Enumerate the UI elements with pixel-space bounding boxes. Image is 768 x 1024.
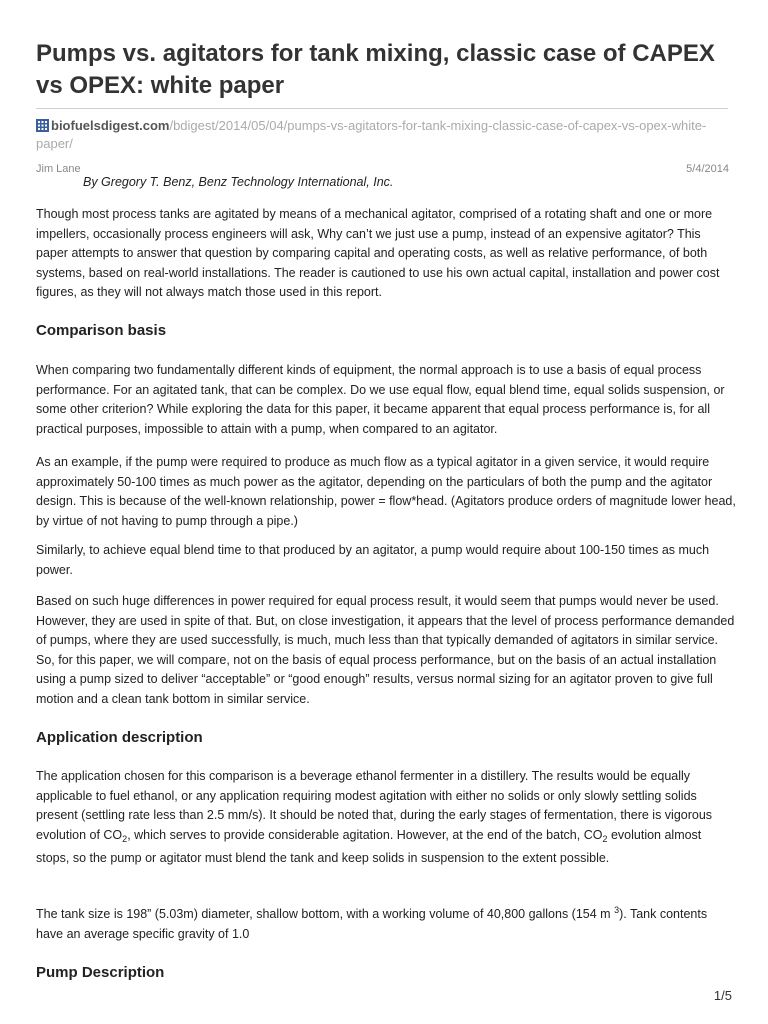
co2-subscript: 2 <box>602 833 608 844</box>
article-title: Pumps vs. agitators for tank mixing, classic case of CAPEX vs OPEX: white paper <box>36 40 715 99</box>
paragraph-comparison-3: Similarly, to achieve equal blend time to that produced by an agitator, a pump would require about 100-150 times as much power. <box>36 543 710 577</box>
paragraph-comparison-1: When comparing two fundamentally different kinds of equipment, the normal approach is to use a basis of equal process performance. For an agitated tank, that can be complex. Do we use equal flow, equal blend time, equal solids suspension, or some other criterion? While exploring the data for this paper, it became apparent that equal process performance is, for all practical purposes, impossible to attain with a pump, when compared to an agitator. <box>36 363 725 436</box>
title-divider <box>36 108 728 109</box>
heading-application: Application description <box>36 729 203 746</box>
paragraph-intro: Though most process tanks are agitated by means of a mechanical agitator, comprised of a rotating shaft and one or more impellers, occasionally process engineers will ask, Why can’t we just use a pump, instead of an expensive agitator? This paper attempts to answer that question by comparing capital and operating costs, as well as relative performance, of both systems, based on real-world installations. The reader is cautioned to use his own actual capital, installation and power cost figures, as they will not always match those used in this report. <box>36 207 720 299</box>
paragraph-comparison-4: Based on such huge differences in power required for equal process result, it would seem that pumps would never be used. However, they are used in spite of that. But, on close investigation, it appears that the level of process performance demanded of pumps, where they are used successfully, is much, much less than that typically demanded of agitators in similar service. So, for this paper, we will compare, not on the basis of equal process performance, but on the basis of an actual installation using a pump sized to deliver “acceptable” or “good enough” results, versus normal sizing for an agitator proven to give full motion and a clean tank bottom in similar service. <box>36 594 735 706</box>
heading-comparison: Comparison basis <box>36 322 167 339</box>
publish-date: 5/4/2014 <box>686 163 729 175</box>
source-url[interactable] <box>36 117 728 153</box>
author-name: Jim Lane <box>36 163 81 175</box>
paragraph-comparison-2: As an example, if the pump were required to produce as much flow as a typical agitator in a given service, it would require approximately 50-100 times as much power as the agitator, depending on the particulars of both the pump and the agitator design. This is because of the well-known relationship, power = flow*head. (Agitators produce orders of magnitude lower head, by virtue of not having to pump through a pipe.) <box>36 455 736 528</box>
article-meta <box>36 163 728 175</box>
source-path: /bdigest/2014/05/04/pumps-vs-agitators-for-tank-mixing-classic-case-of-capex-vs-opex-white-paper/ <box>36 118 707 151</box>
heading-pump: Pump Description <box>36 964 165 981</box>
cubic-superscript: 3 <box>614 905 620 915</box>
page-number: 1/5 <box>713 988 732 1003</box>
site-grid-icon <box>36 119 49 132</box>
byline: By Gregory T. Benz, Benz Technology International, Inc. <box>83 175 394 189</box>
paragraph-application-2: The tank size is 198” (5.03m) diameter, shallow bottom, with a working volume of 40,800 gallons (154 m $^3$). Tank contents have an average specific gravity of 1.0 <box>36 905 708 941</box>
source-domain: biofuelsdigest.com <box>51 118 170 133</box>
co2-subscript: 2 <box>122 833 128 844</box>
paragraph-application-1: The application chosen for this comparison is a beverage ethanol fermenter in a distillery. The results would be equally applicable to fuel ethanol, or any application requiring modest agitation with either no solids or only slowly settling solids present (settling rate less than 2.5 mm/s). It should be noted that, during the early stages of fermentation, there is vigorous evolution of $CO_2$, which serves to provide considerable agitation. However, at the end of the batch, $CO_2$ evolution almost stops, so the pump or agitator must blend the tank and keep solids in suspension to the extent possible. <box>36 769 713 865</box>
